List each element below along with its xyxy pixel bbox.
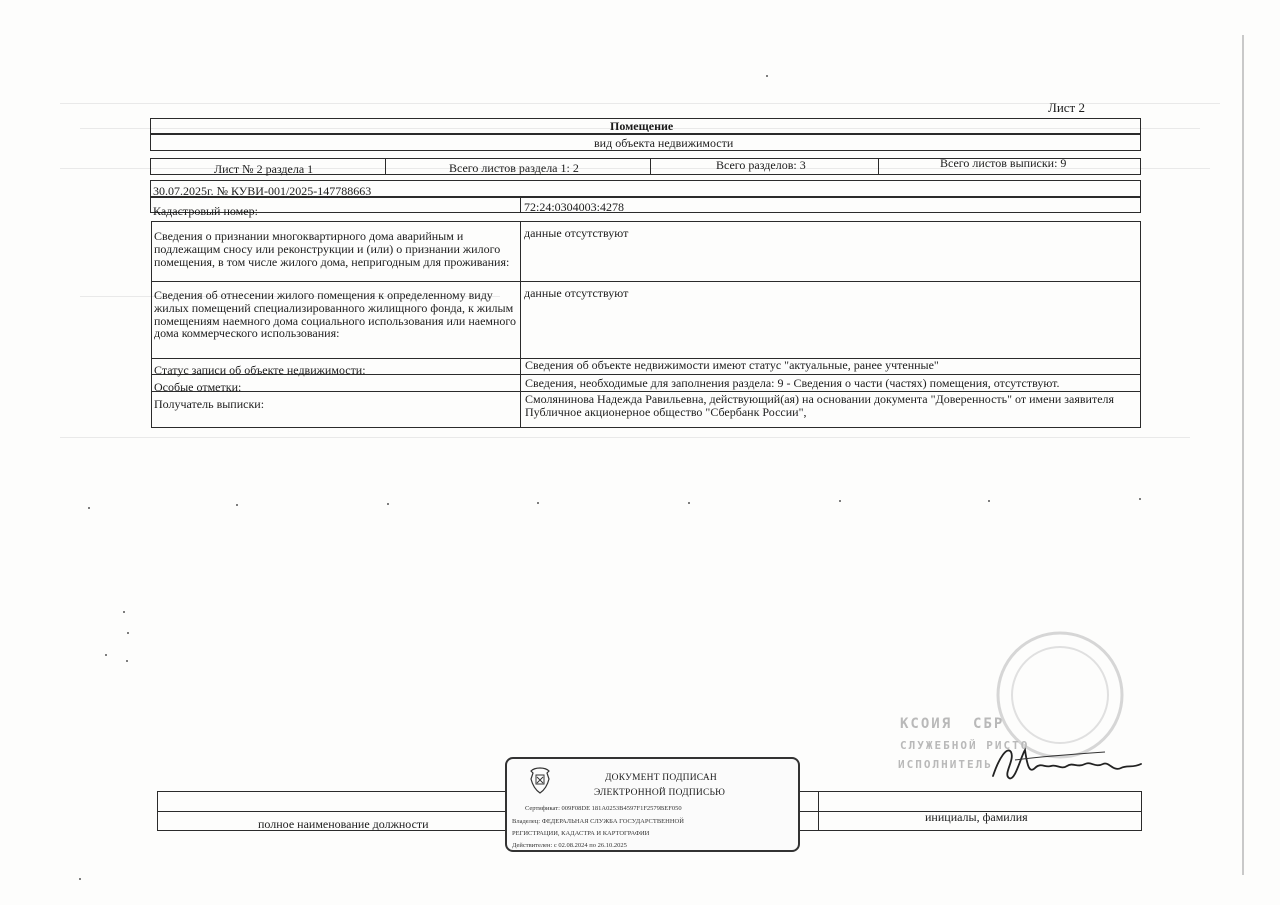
scan-edge xyxy=(1242,35,1244,875)
faded-stamp-text: СЛУЖЕБНОЙ РИСТО xyxy=(900,739,1030,752)
total-section-sheets: Всего листов раздела 1: 2 xyxy=(449,161,579,175)
total-sections: Всего разделов: 3 xyxy=(716,158,806,172)
table-row-label: Сведения об отнесении жилого помещения к определенному виду жилых помещений специализированного жилищного фонда, к жилым помещениям наемного дома социального использования или наемного дома коммерческого использования: xyxy=(154,288,517,341)
electronic-signature-stamp xyxy=(505,757,800,852)
stamp-certificate: Сертификат: 009F08DE 181A0253B4597F1F2579BEF050 xyxy=(525,805,682,812)
total-extract-sheets: Всего листов выписки: 9 xyxy=(940,156,1067,170)
stamp-title: ДОКУМЕНТ ПОДПИСАН xyxy=(605,773,717,783)
stamp-owner: Владелец: ФЕДЕРАЛЬНАЯ СЛУЖБА ГОСУДАРСТВЕННОЙ xyxy=(512,818,684,825)
cadastral-value: 72:24:0304003:4278 xyxy=(524,200,625,214)
coat-of-arms-icon xyxy=(525,765,555,795)
table-row-label: Сведения о признании многоквартирного дома аварийным и подлежащим сносу или реконструкции и (или) о признании жилого помещения, в том числе жилого дома, непригодным для проживания: xyxy=(154,229,510,269)
faded-stamp-text: ИСПОЛНИТЕЛЬ xyxy=(898,758,993,771)
object-title: Помещение xyxy=(610,119,674,133)
document-number: 30.07.2025г. № КУВИ-001/2025-147788663 xyxy=(153,184,372,198)
signature xyxy=(985,738,1155,788)
faded-stamp-text: КСОИЯ СБР xyxy=(900,716,1005,732)
stamp-validity: Действителен: с 02.08.2024 по 26.10.2025 xyxy=(512,842,627,849)
table-row-value: данные отсутствуют xyxy=(524,286,629,300)
table-row-value: Смолянинова Надежда Равильевна, действующий(ая) на основании документа "Доверенность" от имени заявителя Публичное акционерное общество "Сбербанк России", xyxy=(525,392,1115,419)
position-caption: полное наименование должности xyxy=(258,817,429,831)
table-row-label: Получатель выписки: xyxy=(154,397,265,411)
stamp-owner: РЕГИСТРАЦИИ, КАДАСТРА И КАРТОГРАФИИ xyxy=(512,830,650,837)
table-row-value: Сведения, необходимые для заполнения раздела: 9 - Сведения о части (частях) помещения, отсутствуют. xyxy=(525,376,1060,390)
sheet-number: Лист 2 xyxy=(1048,100,1085,115)
sheet-of-section: Лист № 2 раздела 1 xyxy=(214,162,314,176)
object-kind-caption: вид объекта недвижимости xyxy=(594,136,734,150)
initials-caption: инициалы, фамилия xyxy=(925,810,1028,824)
table-row-label: Особые отметки: xyxy=(154,380,242,394)
stamp-subtitle: ЭЛЕКТРОННОЙ ПОДПИСЬЮ xyxy=(594,788,726,798)
table-row-value: данные отсутствуют xyxy=(524,226,629,240)
table-row-value: Сведения об объекте недвижимости имеют статус "актуальные, ранее учтенные" xyxy=(525,358,939,372)
table-row-label: Статус записи об объекте недвижимости: xyxy=(154,363,366,377)
cadastral-row xyxy=(150,197,1141,213)
cadastral-label: Кадастровый номер: xyxy=(153,204,258,218)
